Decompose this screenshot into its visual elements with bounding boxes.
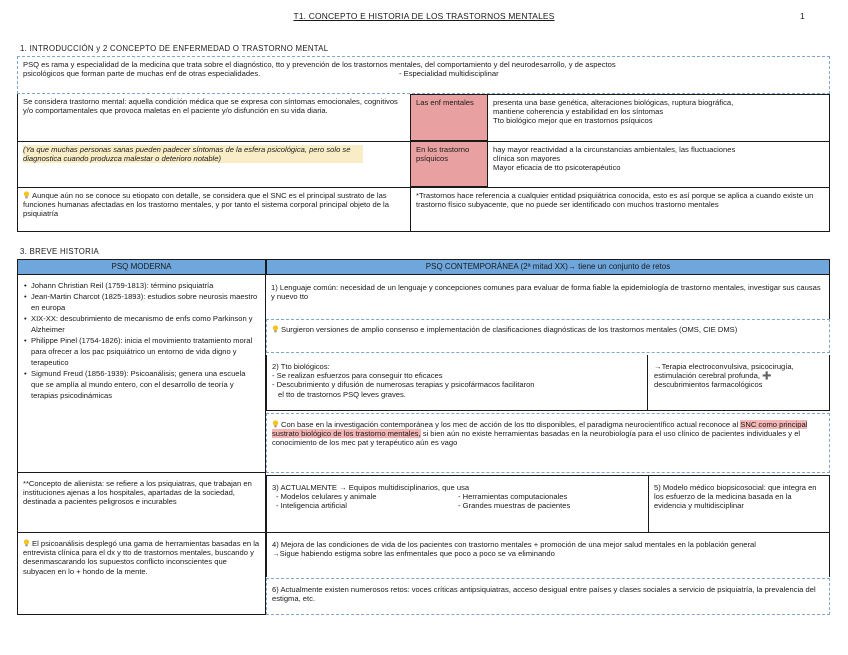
lightbulb-icon <box>23 539 30 547</box>
reto-5-biopsicosocial: 5) Modelo médico biopsicosocial: que integra en los esfuerzo de la medicina basada en la evidencia y multidisciplinar <box>648 475 830 533</box>
reto-1-lenguaje: 1) Lenguaje común: necesidad de un lenguaje y concepciones comunes para evaluar de forma fiable la epidemiología de trastorno mentales, investigar sus causas y nuevo tto <box>266 275 830 319</box>
list-item: • Sigmund Freud (1856-1939): Psicoanálisis; genera una escuela que se amplía al mundo entero, con el desarrollo de teoría y terapias psicodinámicas <box>24 369 246 400</box>
trastornos-psiquicos-label: En los trastorno psíquicos <box>410 141 488 187</box>
definition-line-2: psicológicos que forman parte de muchas enf de otras especialidades. <box>23 69 261 79</box>
psq-contemporanea-header: PSQ CONTEMPORÁNEA (2ª mitad XX)→ tiene un conjunto de retos <box>266 259 830 275</box>
lightbulb-icon <box>272 420 279 428</box>
trastornos-term-note: *Trastornos hace referencia a cualquier entidad psiquiátrica conocida, esto es así porque se aplica a cuando existe un trastorno físico subyacente, que no puede ser identificado con muchos trastorno mentales <box>410 187 830 232</box>
lightbulb-icon <box>23 191 30 199</box>
section1-heading: 1. INTRODUCCIÓN y 2 CONCEPTO DE ENFERMEDAD O TRASTORNO MENTAL <box>20 44 329 53</box>
italic-note: (Ya que muchas personas sanas pueden padecer síntomas de la esfera psicológica, pero solo se diagnostica cuando produzca malestar o deterioro notable) <box>23 145 363 163</box>
moderna-list <box>17 275 266 473</box>
section3-heading: 3. BREVE HISTORIA <box>20 247 100 256</box>
highlighted-text: SNC como principal sustrato biológico de los trastorno mentales, <box>272 420 808 439</box>
psq-moderna-header: PSQ MODERNA <box>17 259 266 275</box>
snc-note: Aunque aún no se conoce su etiopato con detalle, se considera que el SNC es el principal sustrato de las funciones humanas afectadas en los trastorno mentales, y por tanto el sistema corporal principal objeto de la psiquiatría <box>17 187 410 232</box>
list-item: • XIX-XX: descubrimiento de mecanismo de enfs como Parkinson y Alzheimer <box>24 314 253 334</box>
trastornos-psiquicos-detail: hay mayor reactividad a la circunstancias ambientales, las fluctuaciones clínica son mayores Mayor eficacia de tto psicoterapéutico <box>488 141 830 187</box>
list-item: • Philippe Pinel (1754-1826): inicia el movimiento tratamiento moral para ofrecer a los pac psiquiátrico un entorno de vida digno y terapeutico <box>24 336 253 367</box>
multidisciplinary-note: - Especialidad multidisciplinar <box>399 69 499 79</box>
lightbulb-icon <box>272 325 279 333</box>
psicoanalisis-note: El psicoanálisis desplegó una gama de herramientas basadas en la entrevista clínica para el dx y tto de trastornos mentales, buscando y desenmascarando los supuestos conflicto inconscientes que subyacen en lo + hondo de la mente. <box>17 533 266 615</box>
reto-6-retos-actuales: 6) Actualmente existen numerosos retos: voces críticas antipsiquiatras, acceso desigual entre países y clases sociales a servicio de psiquiatría, la prevalencia del estigma, etc. <box>266 578 830 615</box>
clasificaciones-note: Surgieron versiones de amplio consenso e implementación de clasificaciones diagnósticas de los trastornos mentales (OMS, CIE DMS) <box>266 319 830 353</box>
alienista-concept: **Concepto de alienista: se refiere a los psiquiatras, que trabajan en instituciones ajenas a los hospitales, apartadas de la sociedad, destinada a pacientes peligrosos e incurables <box>17 473 266 533</box>
definition-line-1: PSQ es rama y especialidad de la medicina que trata sobre el diagnóstico, tto y prevención de los trastornos mentales, del comportamiento y del neurodesarrollo, y de aspectos <box>23 60 616 69</box>
enf-mentales-label: Las enf mentales <box>410 94 488 141</box>
reto-2-side-note: →Terapia electroconvulsiva, psicocirugía, estimulación cerebral profunda, ➕ descubrimientos farmacológicos <box>648 355 830 411</box>
list-item: • Johann Christian Reil (1759-1813): término psiquiatría <box>24 281 214 290</box>
italic-note-cell <box>17 141 410 187</box>
page-title: T1. CONCEPTO E HISTORIA DE LOS TRASTORNOS MENTALES <box>293 11 555 21</box>
tm-definition: Se considera trastorno mental: aquella condición médica que se expresa con síntomas emocionales, cognitivos y/o comportamentales que provoca maletas en el paciente y/o disfunción en su vida diaria. <box>17 94 410 141</box>
reto-2-tto-biologicos: 2) Tto biológicos: - Se realizan esfuerzos para conseguir tto eficaces - Descubrimiento y difusión de numerosas terapias y psicofármacos facilitaron el tto de trastornos PSQ leves graves. <box>266 355 648 411</box>
reto-3-actualmente: 3) ACTUALMENTE → Equipos multidisciplinarios, que usa - Modelos celulares y animale - Herramientas computacionales - Inteligencia artificial - Grandes muestras de pacientes <box>266 475 648 533</box>
psq-definition-box <box>17 56 830 94</box>
page-number: 1 <box>800 11 805 21</box>
reto-4-condiciones: 4) Mejora de las condiciones de vida de los pacientes con trastorno mentales + promoción de una mejor salud mentales en la población general →Sigue habiendo estigma sobre las enfmentales que poco a poco se va eliminando <box>266 533 830 577</box>
paradigma-neurocientifico-note: Con base en la investigación contemporánea y los mec de acción de los tto disponibles, el paradigma neurocientífico actual reconoce al SNC como principal sustrato biológico de los trastorno mentales, si bien aún no existe herramientas basadas en la neurobiología para el uso clínico de pacientes individuales y el conocimiento de los mec pat y terapéutico aún es vago <box>266 413 830 473</box>
enf-mentales-detail: presenta una base genética, alteraciones biológicas, ruptura biográfica, mantiene coherencia y estabilidad en los síntomas Tto biológico mejor que en trastornos psíquicos <box>488 94 830 141</box>
list-item: • Jean-Martin Charcot (1825-1893): estudios sobre neurosis maestro en europa <box>24 292 258 312</box>
